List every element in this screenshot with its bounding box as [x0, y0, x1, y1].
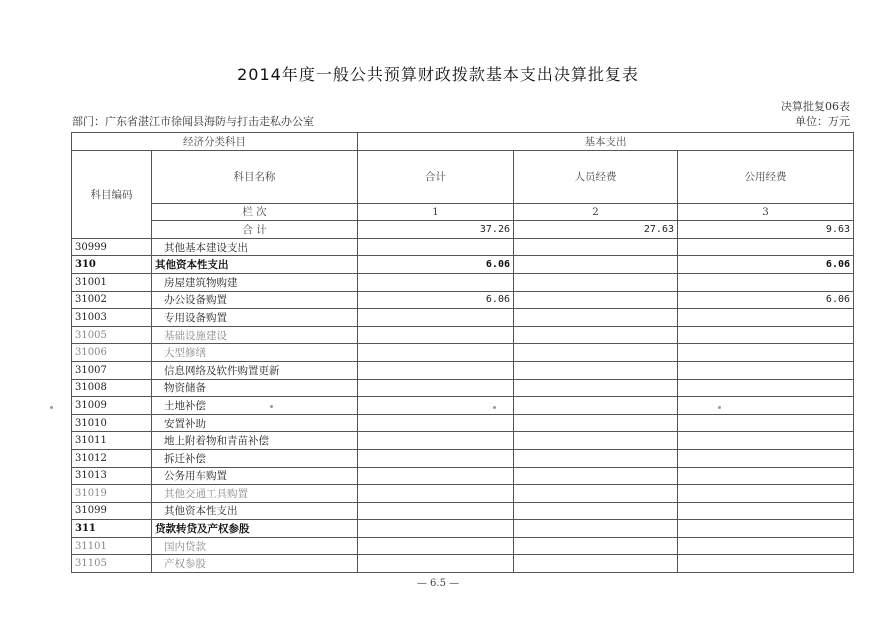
row-public [678, 273, 854, 291]
table-row [72, 555, 854, 573]
scan-speck [718, 406, 721, 409]
row-code: 31008 [72, 379, 152, 397]
row-code: 31013 [72, 467, 152, 485]
table-row [72, 256, 854, 274]
row-public [678, 361, 854, 379]
row-code: 310 [72, 256, 152, 274]
scan-speck [493, 406, 496, 409]
row-public [678, 485, 854, 503]
row-total [358, 361, 514, 379]
row-total [358, 309, 514, 327]
row-personnel [514, 291, 678, 309]
row-personnel [514, 485, 678, 503]
econ-class-header: 经济分类科目 [72, 133, 358, 151]
row-code: 31009 [72, 397, 152, 415]
row-name: 信息网络及软件购置更新 [152, 361, 358, 379]
row-personnel [514, 344, 678, 362]
expense-table [71, 132, 854, 573]
row-name: 其他资本性支出 [152, 256, 358, 274]
table-row [72, 344, 854, 362]
row-personnel [514, 238, 678, 256]
row-total [358, 537, 514, 555]
row-name: 安置补助 [152, 414, 358, 432]
row-total [358, 414, 514, 432]
row-total [358, 555, 514, 573]
row-personnel [514, 432, 678, 450]
table-row [72, 309, 854, 327]
row-personnel [514, 326, 678, 344]
row-total: 6.06 [358, 291, 514, 309]
row-total [358, 449, 514, 467]
basic-expense-header: 基本支出 [358, 133, 854, 151]
row-name: 其他资本性支出 [152, 502, 358, 520]
row-name: 专用设备购置 [152, 309, 358, 327]
row-code: 31099 [72, 502, 152, 520]
table-row [72, 361, 854, 379]
row-public [678, 309, 854, 327]
sum-total: 37.26 [358, 221, 514, 239]
row-total [358, 326, 514, 344]
row-name: 大型修缮 [152, 344, 358, 362]
row-personnel [514, 537, 678, 555]
row-name: 公务用车购置 [152, 467, 358, 485]
row-name: 基础设施建设 [152, 326, 358, 344]
row-public [678, 449, 854, 467]
table-row [72, 273, 854, 291]
sum-public: 9.63 [678, 221, 854, 239]
row-personnel [514, 379, 678, 397]
row-total [358, 432, 514, 450]
row-total [358, 502, 514, 520]
column-index-3: 3 [678, 203, 854, 221]
table-row [72, 467, 854, 485]
row-total: 6.06 [358, 256, 514, 274]
row-public [678, 520, 854, 538]
row-name: 房屋建筑物购建 [152, 273, 358, 291]
row-name: 国内贷款 [152, 537, 358, 555]
row-public [678, 467, 854, 485]
row-name: 物资储备 [152, 379, 358, 397]
table-row [72, 537, 854, 555]
page-footer: — 6.5 — [416, 578, 460, 589]
column-index-2: 2 [514, 203, 678, 221]
row-public [678, 555, 854, 573]
row-name: 土地补偿 [152, 397, 358, 415]
table-row [72, 449, 854, 467]
table-row [72, 485, 854, 503]
row-personnel [514, 273, 678, 291]
row-public [678, 344, 854, 362]
table-row [72, 379, 854, 397]
table-row [72, 414, 854, 432]
row-public [678, 537, 854, 555]
row-code: 31019 [72, 485, 152, 503]
row-public [678, 397, 854, 415]
row-public [678, 379, 854, 397]
row-personnel [514, 449, 678, 467]
row-personnel [514, 467, 678, 485]
row-code: 30999 [72, 238, 152, 256]
unit-label: 单位：万元 [795, 115, 850, 128]
row-personnel [514, 309, 678, 327]
row-personnel [514, 414, 678, 432]
scan-speck [270, 405, 273, 408]
row-total [358, 467, 514, 485]
public-header: 公用经费 [678, 150, 854, 203]
row-total [358, 520, 514, 538]
row-name: 产权参股 [152, 555, 358, 573]
code-header: 科目编码 [72, 150, 152, 238]
scan-speck [50, 406, 53, 409]
row-personnel [514, 361, 678, 379]
row-name: 拆迁补偿 [152, 449, 358, 467]
row-code: 31101 [72, 537, 152, 555]
row-code: 31010 [72, 414, 152, 432]
row-public [678, 414, 854, 432]
column-index-label: 栏 次 [152, 203, 358, 221]
row-code: 31105 [72, 555, 152, 573]
row-name: 地上附着物和青苗补偿 [152, 432, 358, 450]
table-row [72, 520, 854, 538]
row-total [358, 379, 514, 397]
row-public [678, 432, 854, 450]
row-code: 31003 [72, 309, 152, 327]
row-public [678, 238, 854, 256]
row-code: 31012 [72, 449, 152, 467]
row-personnel [514, 555, 678, 573]
row-code: 31011 [72, 432, 152, 450]
row-total [358, 238, 514, 256]
table-row [72, 432, 854, 450]
row-code: 31007 [72, 361, 152, 379]
row-code: 31002 [72, 291, 152, 309]
row-total [358, 273, 514, 291]
personnel-header: 人员经费 [514, 150, 678, 203]
table-row [72, 291, 854, 309]
department-label: 部门：广东省湛江市徐闻县海防与打击走私办公室 [72, 115, 314, 128]
table-row [72, 397, 854, 415]
row-personnel [514, 520, 678, 538]
row-public: 6.06 [678, 256, 854, 274]
row-code: 31005 [72, 326, 152, 344]
sum-label: 合 计 [152, 221, 358, 239]
document-title: 2014年度一般公共预算财政拨款基本支出决算批复表 [237, 65, 639, 84]
row-code: 31001 [72, 273, 152, 291]
row-name: 贷款转贷及产权参股 [152, 520, 358, 538]
row-code: 311 [72, 520, 152, 538]
row-code: 31006 [72, 344, 152, 362]
row-public: 6.06 [678, 291, 854, 309]
row-total [358, 344, 514, 362]
row-name: 其他交通工具购置 [152, 485, 358, 503]
column-index-1: 1 [358, 203, 514, 221]
row-public [678, 326, 854, 344]
row-total [358, 397, 514, 415]
name-header: 科目名称 [152, 150, 358, 203]
row-personnel [514, 397, 678, 415]
sum-personnel: 27.63 [514, 221, 678, 239]
row-public [678, 502, 854, 520]
row-personnel [514, 256, 678, 274]
table-row [72, 238, 854, 256]
row-name: 办公设备购置 [152, 291, 358, 309]
row-name: 其他基本建设支出 [152, 238, 358, 256]
row-personnel [514, 502, 678, 520]
table-row [72, 326, 854, 344]
table-number: 决算批复06表 [781, 100, 850, 113]
row-total [358, 485, 514, 503]
table-row [72, 502, 854, 520]
total-header: 合计 [358, 150, 514, 203]
